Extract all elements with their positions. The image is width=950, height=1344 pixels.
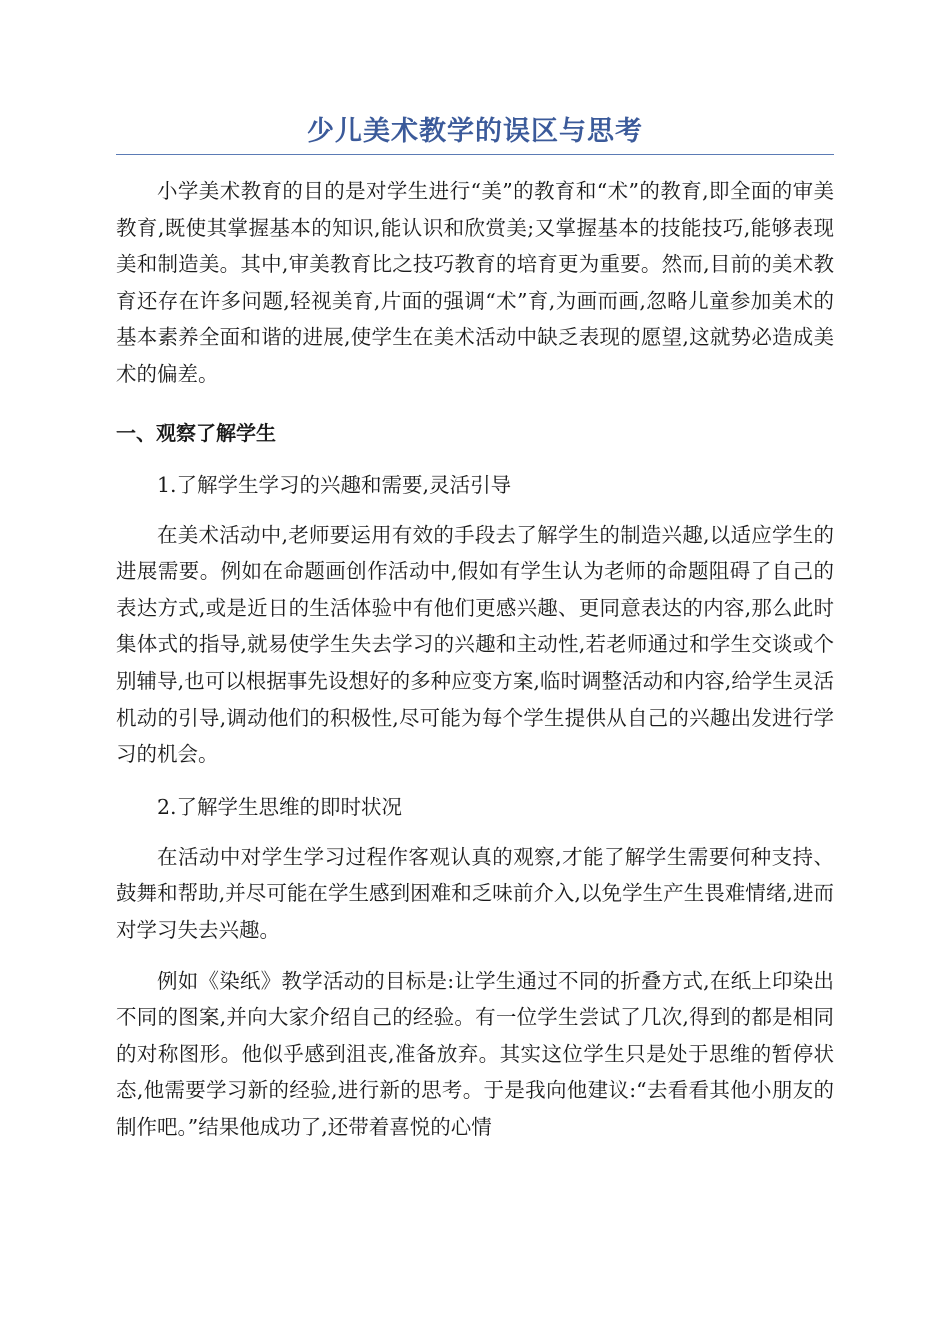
document-title: 少儿美术教学的误区与思考: [307, 116, 643, 147]
subsection-2-paragraph-1: 在活动中对学生学习过程作客观认真的观察,才能了解学生需要何种支持、鼓舞和帮助,并尽可能在学生感到困难和乏味前介入,以免学生产生畏难情绪,进而对学习失去兴趣。: [116, 844, 834, 942]
document-page: [116, 112, 834, 1145]
subsection-2-paragraph-2: 例如《染纸》教学活动的目标是:让学生通过不同的折叠方式,在纸上印染出不同的图案,并向大家介绍自己的经验。有一位学生尝试了几次,得到的都是相同的对称图形。他似乎感到沮丧,准备放弃。其实这位学生只是处于思维的暂停状态,他需要学习新的经验,进行新的思考。于是我向他建议:“去看看其他小朋友的制作吧。”结果他成功了,还带着喜悦的心情: [116, 968, 834, 1139]
subsection-heading-1: 1.了解学生学习的兴趣和需要,灵活引导: [157, 472, 512, 497]
title-underline: [116, 154, 834, 155]
subsection-heading-2: 2.了解学生思维的即时状况: [157, 794, 403, 819]
intro-paragraph: 小学美术教育的目的是对学生进行“美”的教育和“术”的教育,即全面的审美教育,既使其掌握基本的知识,能认识和欣赏美;又掌握基本的技能技巧,能够表现美和制造美。其中,审美教育比之技巧教育的培育更为重要。然而,目前的美术教育还存在许多问题,轻视美育,片面的强调“术”育,为画而画,忽略儿童参加美术的基本素养全面和谐的进展,使学生在美术活动中缺乏表现的愿望,这就势必造成美术的偏差。: [116, 179, 834, 386]
section-heading-1: 一、观察了解学生: [116, 420, 276, 445]
subsection-1-paragraph: 在美术活动中,老师要运用有效的手段去了解学生的制造兴趣,以适应学生的进展需要。例如在命题画创作活动中,假如有学生认为老师的命题阻碍了自己的表达方式,或是近日的生活体验中有他们更感兴趣、更同意表达的内容,那么此时集体式的指导,就易使学生失去学习的兴趣和主动性,若老师通过和学生交谈或个别辅导,也可以根据事先设想好的多种应变方案,临时调整活动和内容,给学生灵活机动的引导,调动他们的积极性,尽可能为每个学生提供从自己的兴趣出发进行学习的机会。: [116, 522, 834, 767]
